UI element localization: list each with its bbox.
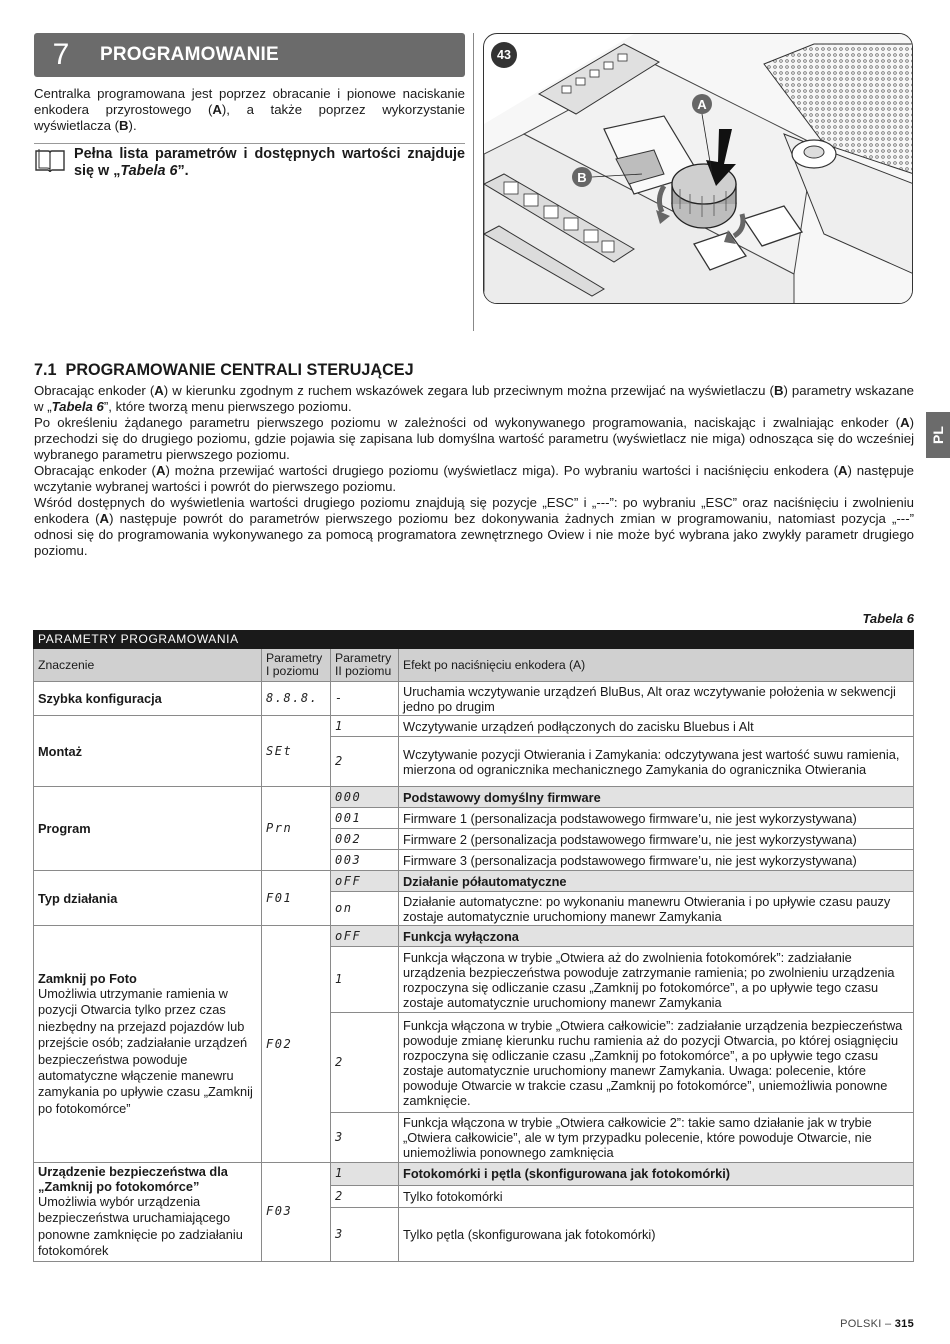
body-paragraph-2: Po określeniu żądanego parametru pierwszego poziomu w zależności od wykonywanego programowania, naciskając i zwalniając enkoder (A) przechodzi się do drugiego poziomu, gdzie pojawia się zapisana lub domyślna wartość parametru (wyświetlacz nie miga) odnosząca się do wcześniej wybranego parametru pierwszego poziomu. bbox=[34, 415, 914, 462]
table-row: 002 Firmware 2 (personalizacja podstawowego firmware’u, nie jest wykorzystywana) bbox=[34, 829, 914, 850]
table-row: Typ działania F01 oFF Działanie półautomatyczne bbox=[34, 871, 914, 892]
body-text bbox=[34, 383, 914, 559]
section-number: 7 bbox=[52, 38, 70, 71]
table-caption: Tabela 6 bbox=[862, 611, 914, 626]
language-tab: PL bbox=[926, 412, 950, 458]
body-paragraph-3: Obracając enkoder (A) można przewijać wartości drugiego poziomu (wyświetlacz miga). Po wybraniu wartości i naciśnięciu enkodera (A) następuje wczytanie wybranej wartości i powrót do pierwszego poziomu. bbox=[34, 463, 914, 494]
table-row: 3 Tylko pętla (skonfigurowana jak fotokomórki) bbox=[34, 1208, 914, 1262]
note-box bbox=[34, 146, 465, 180]
subsection-title: 7.1 PROGRAMOWANIE CENTRALI STERUJĄCEJ bbox=[34, 361, 414, 379]
table-row: 003 Firmware 3 (personalizacja podstawowego firmware’u, nie jest wykorzystywana) bbox=[34, 850, 914, 871]
book-icon bbox=[34, 148, 66, 174]
table-row: 3 Funkcja włączona w trybie „Otwiera całkowicie 2”: takie samo działanie jak w trybie „Otwiera całkowicie”, ale w tym przypadku polecenie, które powoduje Otwarcie, nie uniemożliwia ponownego zamknięcia bbox=[34, 1113, 914, 1163]
page-footer: POLSKI – 315 bbox=[840, 1318, 914, 1330]
table-row: 2 Tylko fotokomórki bbox=[34, 1185, 914, 1208]
intro-paragraph: Centralka programowana jest poprzez obracanie i pionowe naciskanie enkodera przyrostowego (A), a także poprzez wykorzystanie wyświetlacza (B). bbox=[34, 86, 466, 133]
header-name: Znaczenie bbox=[34, 649, 262, 682]
table-row: on Działanie automatyczne: po wykonaniu manewru Otwierania i po upływie czasu pauzy zostaje automatycznie uruchomiony manewr Zamykania bbox=[34, 892, 914, 926]
parameters-table bbox=[33, 630, 914, 1262]
section-header bbox=[34, 33, 465, 77]
section-title: PROGRAMOWANIE bbox=[100, 44, 279, 65]
page-number: 315 bbox=[894, 1318, 914, 1330]
figure-control-unit bbox=[483, 33, 913, 304]
control-unit-illustration bbox=[484, 34, 913, 304]
table-row: 1 Funkcja włączona w trybie „Otwiera aż do zwolnienia fotokomórek”: zadziałanie urządzenia bezpieczeństwa powoduje zatrzymanie ramienia; po zwolnieniu urządzenia rozpoczyna się odliczanie czasu „Zamknij po fotokomórce”, a po upływie tego czasu zostaje automatycznie uruchomiony manewr Zamykania bbox=[34, 947, 914, 1013]
table-row: 2 Wczytywanie pozycji Otwierania i Zamykania: odczytywana jest wartość suwu ramienia, mierzona od ogranicznika mechanicznego Zamykania do ogranicznika Otwierania bbox=[34, 737, 914, 787]
figure-label-a: A bbox=[697, 97, 707, 112]
table-row: 2 Funkcja włączona w trybie „Otwiera całkowicie”: zadziałanie urządzenia bezpieczeństwa powoduje zmianę kierunku ruchu ramienia aż do pozycji Otwarcia, po której osiągnięciu rozpoczyna się odliczanie czasu „Zamknij po fotokomórce”, a po upływie tego czasu zostaje automatycznie uruchomiony manewr Zamykania. Uwaga: polecenie, które powoduje Otwarcie w trakcie czasu „Zamknij po fotokomórce”, uniemożliwia ponowne zamknięcie. bbox=[34, 1013, 914, 1113]
body-paragraph-4: Wśród dostępnych do wyświetlenia wartości drugiego poziomu znajdują się pozycje „ESC” i „---”: po wybraniu „ESC” oraz naciśnięciu i zwolnieniu enkodera (A) następuje powrót do parametrów pierwszego poziomu bez dokonywania żadnych zmian w programowaniu, natomiast pozycja „---” odnosi się do programowania wykonywanego za pomocą programatora zewnętrznego Oview i nie może być wybrana jako zwykły parametr drugiego poziomu. bbox=[34, 495, 914, 558]
table-row: Urządzenie bezpieczeństwa dla „Zamknij po fotokomórce” Umożliwia wybór urządzenia bezpieczeństwa uruchamiającego ponowne zamknięcie po zadziałaniu fotokomórek F03 1 Fotokomórki i pętla (skonfigurowana jak fotokomórki) bbox=[34, 1163, 914, 1186]
table-row: 001 Firmware 1 (personalizacja podstawowego firmware’u, nie jest wykorzystywana) bbox=[34, 808, 914, 829]
table-row: Montaż SEt 1 Wczytywanie urządzeń podłączonych do zacisku Bluebus i Alt bbox=[34, 716, 914, 737]
table-row: Szybka konfiguracja 8.8.8. - Uruchamia wczytywanie urządzeń BluBus, Alt oraz wczytywanie położenia w sekwencji jedno po drugim bbox=[34, 682, 914, 716]
header-level1: Parametry I poziomu bbox=[262, 649, 331, 682]
header-effect: Efekt po naciśnięciu enkodera (A) bbox=[399, 649, 914, 682]
table-row: Zamknij po Foto Umożliwia utrzymanie ramienia w pozycji Otwarcia tylko przez czas niezbędny na przejazd pojazdów lub przejście osób; zadziałanie urządzeń bezpieczeństwa powoduje automatyczne włączenie manewru zamykania po upływie czasu „Zamknij po fotokomórce” F02 oFF Funkcja wyłączona bbox=[34, 926, 914, 947]
column-divider bbox=[473, 33, 474, 331]
figure-label-b: B bbox=[577, 170, 587, 185]
table-row: Program Prn 000 Podstawowy domyślny firmware bbox=[34, 787, 914, 808]
header-level2: Parametry II poziomu bbox=[331, 649, 399, 682]
note-text: Pełna lista parametrów i dostępnych wartości znajduje się w „Tabela 6”. bbox=[74, 146, 465, 179]
figure-number-badge: 43 bbox=[491, 42, 517, 68]
note-divider bbox=[34, 143, 465, 144]
body-paragraph-1: Obracając enkoder (A) w kierunku zgodnym z ruchem wskazówek zegara lub przeciwnym można przewijać na wyświetlaczu (B) parametry wskazane w „Tabela 6”, które tworzą menu pierwszego poziomu. bbox=[34, 383, 914, 414]
table-title: PARAMETRY PROGRAMOWANIA bbox=[34, 631, 914, 649]
